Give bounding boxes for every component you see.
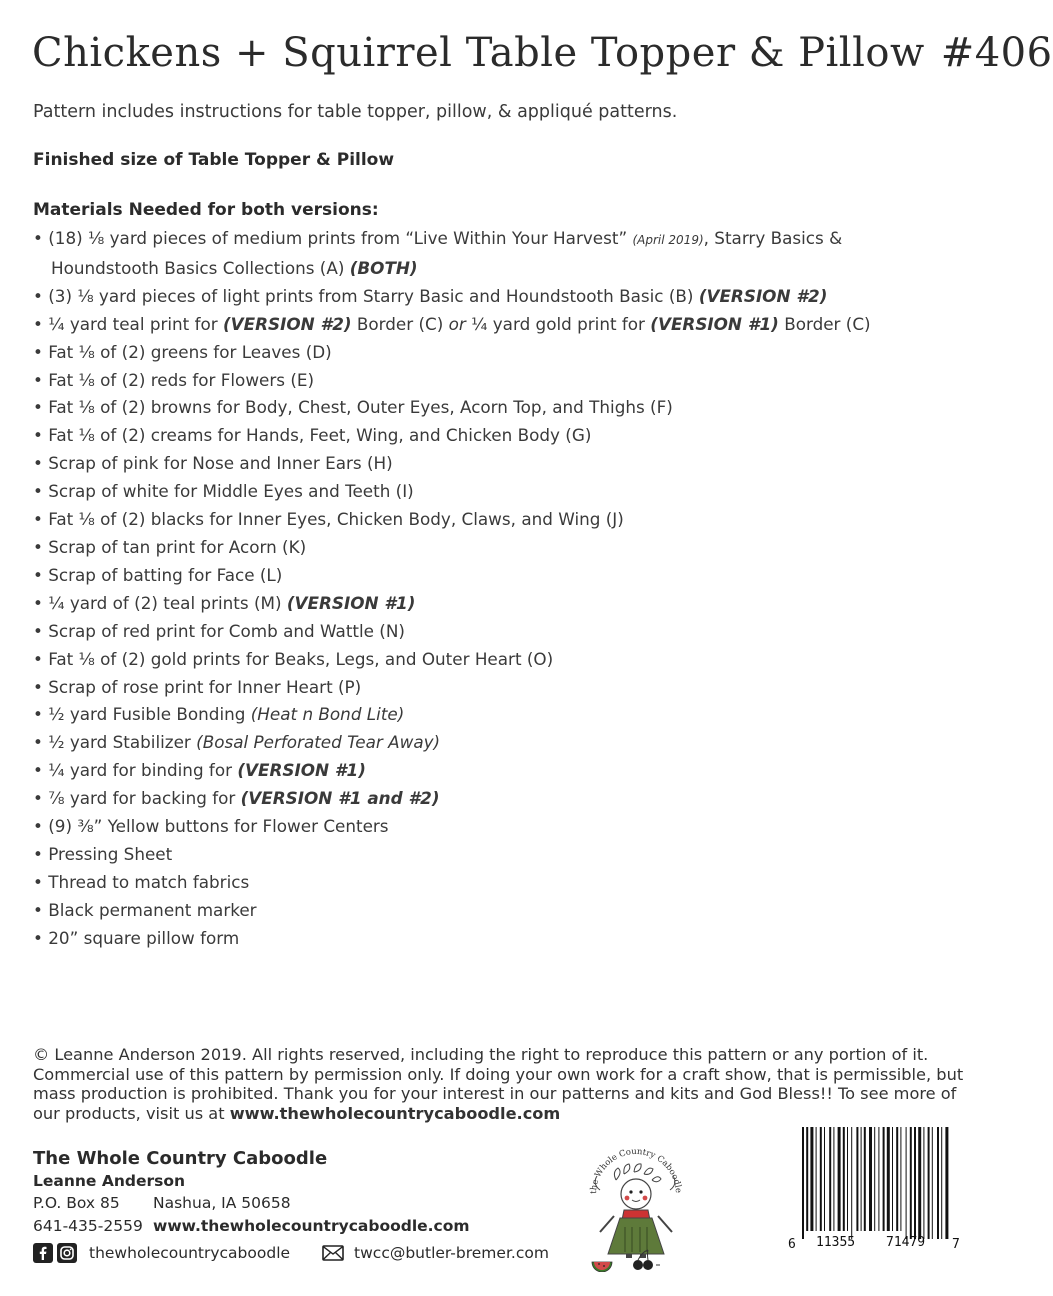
list-item: • Scrap of red print for Comb and Wattle (N)	[33, 620, 405, 641]
contact-row	[33, 1215, 470, 1238]
doll-face	[621, 1179, 651, 1209]
company-name: The Whole Country Caboodle	[33, 1148, 328, 1169]
cherries-icon	[633, 1260, 643, 1270]
mail-icon	[322, 1245, 344, 1261]
facebook-icon[interactable]	[33, 1243, 53, 1263]
list-item: • (18) ⅛ yard pieces of medium prints from “Live Within Your Harvest” (April 2019), Starry Basics &	[33, 228, 843, 248]
list-item: • Pressing Sheet	[33, 843, 173, 864]
email-address[interactable]: twcc@butler-bremer.com	[354, 1244, 549, 1262]
list-item: • Fat ⅛ of (2) reds for Flowers (E)	[33, 369, 315, 390]
list-item: • Scrap of pink for Nose and Inner Ears (H)	[33, 453, 393, 474]
list-item: • ½ yard Fusible Bonding (Heat n Bond Lite)	[33, 704, 405, 725]
list-item: • ¼ yard teal print for (VERSION #2) Border (C) or ¼ yard gold print for (VERSION #1) Border (C)	[33, 313, 871, 334]
pattern-description: Pattern includes instructions for table topper, pillow, & appliqué patterns.	[33, 102, 678, 122]
list-item: • Scrap of rose print for Inner Heart (P)	[33, 676, 362, 697]
doll-dress	[608, 1218, 664, 1254]
list-item: • Fat ⅛ of (2) browns for Body, Chest, Outer Eyes, Acorn Top, and Thighs (F)	[33, 397, 673, 418]
list-item: • Scrap of batting for Face (L)	[33, 564, 283, 585]
instagram-icon[interactable]	[57, 1243, 77, 1263]
city-state-zip: Nashua, IA 50658	[153, 1194, 291, 1212]
title-text: Chickens + Squirrel Table Topper & Pillow	[32, 30, 925, 76]
finished-size-heading: Finished size of Table Topper & Pillow	[33, 150, 395, 170]
po-box: P.O. Box 85	[33, 1194, 120, 1212]
company-logo	[580, 1132, 690, 1272]
copyright-notice: © Leanne Anderson 2019. All rights reserved, including the right to reproduce this pattern or any portion of it. Commercial use of this pattern by permission only. If doing your own work for a craft show, that is permissible, but mass production is prohibited. Thank you for your interest in our patterns and kits and God Bless!! To see more of our products, visit us at www.thewholecountrycaboodle.com	[33, 1045, 964, 1123]
barcode-last-digit: 7	[952, 1237, 960, 1252]
barcode-left-group: 11355	[816, 1235, 856, 1250]
list-item: • Fat ⅛ of (2) blacks for Inner Eyes, Chicken Body, Claws, and Wing (J)	[33, 509, 624, 530]
list-item: • Scrap of white for Middle Eyes and Teeth (I)	[33, 481, 414, 502]
list-item: • ½ yard Stabilizer (Bosal Perforated Tear Away)	[33, 732, 441, 753]
logo-arc-text: the Whole Country Caboodle	[588, 1146, 684, 1195]
list-item: • (3) ⅛ yard pieces of light prints from Starry Basic and Houndstooth Basic (B) (VERSION #2)	[33, 285, 828, 306]
logo-graphic	[580, 1132, 690, 1272]
list-item: • Fat ⅛ of (2) gold prints for Beaks, Legs, and Outer Heart (O)	[33, 648, 554, 669]
barcode-first-digit: 6	[788, 1237, 796, 1252]
materials-heading: Materials Needed for both versions:	[33, 200, 379, 220]
barcode-bars	[790, 1125, 960, 1235]
address-row	[33, 1192, 327, 1215]
upc-barcode	[790, 1125, 960, 1255]
social-row	[33, 1243, 549, 1263]
designer-name: Leanne Anderson	[33, 1172, 186, 1190]
materials-list	[33, 225, 963, 953]
page-title	[32, 30, 1053, 76]
website-link[interactable]: www.thewholecountrycaboodle.com	[229, 1103, 561, 1123]
list-item: • ⅞ yard for backing for (VERSION #1 and #2)	[33, 788, 440, 809]
company-info	[33, 1147, 470, 1238]
list-item: • Scrap of tan print for Acorn (K)	[33, 536, 307, 557]
list-item: • ¼ yard for binding for (VERSION #1)	[33, 760, 366, 781]
phone-number: 641-435-2559	[33, 1217, 143, 1235]
pattern-number: #406	[940, 30, 1053, 76]
list-item: • (9) ⅜” Yellow buttons for Flower Centers	[33, 816, 389, 837]
company-website[interactable]: www.thewholecountrycaboodle.com	[153, 1217, 470, 1235]
list-item: • ¼ yard of (2) teal prints (M) (VERSION #1)	[33, 592, 416, 613]
barcode-right-group: 71479	[886, 1235, 926, 1250]
list-item-continuation: Houndstooth Basics Collections (A) (BOTH)	[51, 257, 418, 278]
list-item: • Black permanent marker	[33, 899, 257, 920]
list-item: • Fat ⅛ of (2) greens for Leaves (D)	[33, 341, 332, 362]
social-handle[interactable]: thewholecountrycaboodle	[89, 1244, 291, 1262]
list-item: • Thread to match fabrics	[33, 871, 250, 892]
list-item: • 20” square pillow form	[33, 927, 240, 948]
list-item: • Fat ⅛ of (2) creams for Hands, Feet, Wing, and Chicken Body (G)	[33, 425, 592, 446]
email-contact	[322, 1244, 549, 1262]
